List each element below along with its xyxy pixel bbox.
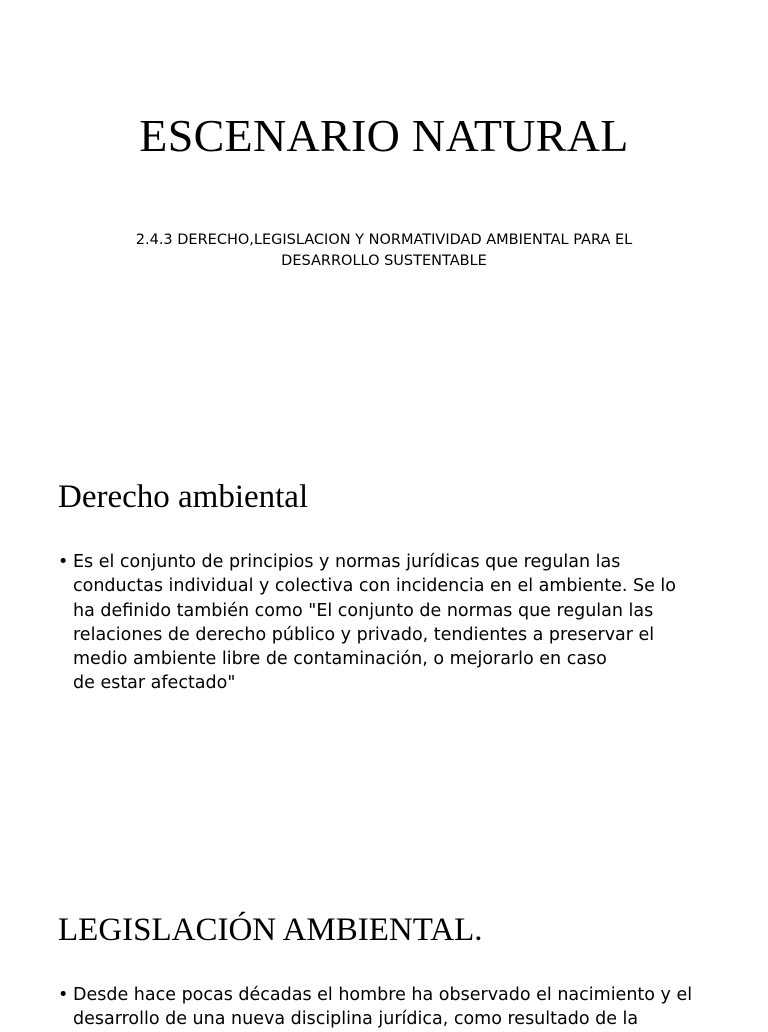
line-text: Desde hace pocas décadas el hombre ha observado el nacimiento y el xyxy=(73,985,693,1005)
line-text: desarrollo de una nueva disciplina jurídica, como resultado de la xyxy=(73,1009,639,1030)
bullet-paragraph xyxy=(58,983,718,1032)
subtitle-line: 2.4.3 DERECHO,LEGISLACION Y NORMATIVIDAD AMBIENTAL PARA EL xyxy=(135,232,633,248)
paragraph-line xyxy=(58,983,718,1007)
paragraph-line xyxy=(58,1007,718,1031)
paragraph-line xyxy=(58,574,718,598)
legislacion-ambiental-slide xyxy=(0,880,768,1030)
title-slide xyxy=(0,0,768,440)
paragraph-line xyxy=(58,550,718,574)
bullet-icon: • xyxy=(58,985,69,1005)
paragraph-line xyxy=(58,623,718,647)
subtitle-line: DESARROLLO SUSTENTABLE xyxy=(281,253,487,269)
section-heading: Derecho ambiental xyxy=(58,479,309,515)
line-text: Es el conjunto de principios y normas jurídicas que regulan las xyxy=(73,552,621,572)
paragraph-line xyxy=(58,671,718,695)
derecho-ambiental-slide xyxy=(0,440,768,880)
line-text: medio ambiente libre de contaminación, o mejorarlo en caso xyxy=(73,649,607,670)
slide-title: ESCENARIO NATURAL xyxy=(139,110,629,161)
line-text: conductas individual y colectiva con incidencia en el ambiente. Se lo xyxy=(73,576,676,597)
line-text: ha definido también como "El conjunto de normas que regulan las xyxy=(73,600,654,621)
slide-subtitle xyxy=(100,230,668,272)
paragraph-line xyxy=(58,599,718,623)
bullet-paragraph xyxy=(58,550,718,696)
section-heading: LEGISLACIÓN AMBIENTAL. xyxy=(58,912,483,948)
bullet-icon: • xyxy=(58,552,69,572)
line-text: relaciones de derecho público y privado, tendientes a preservar el xyxy=(73,624,655,645)
paragraph-line xyxy=(58,647,718,671)
line-text: de estar afectado" xyxy=(73,673,236,694)
